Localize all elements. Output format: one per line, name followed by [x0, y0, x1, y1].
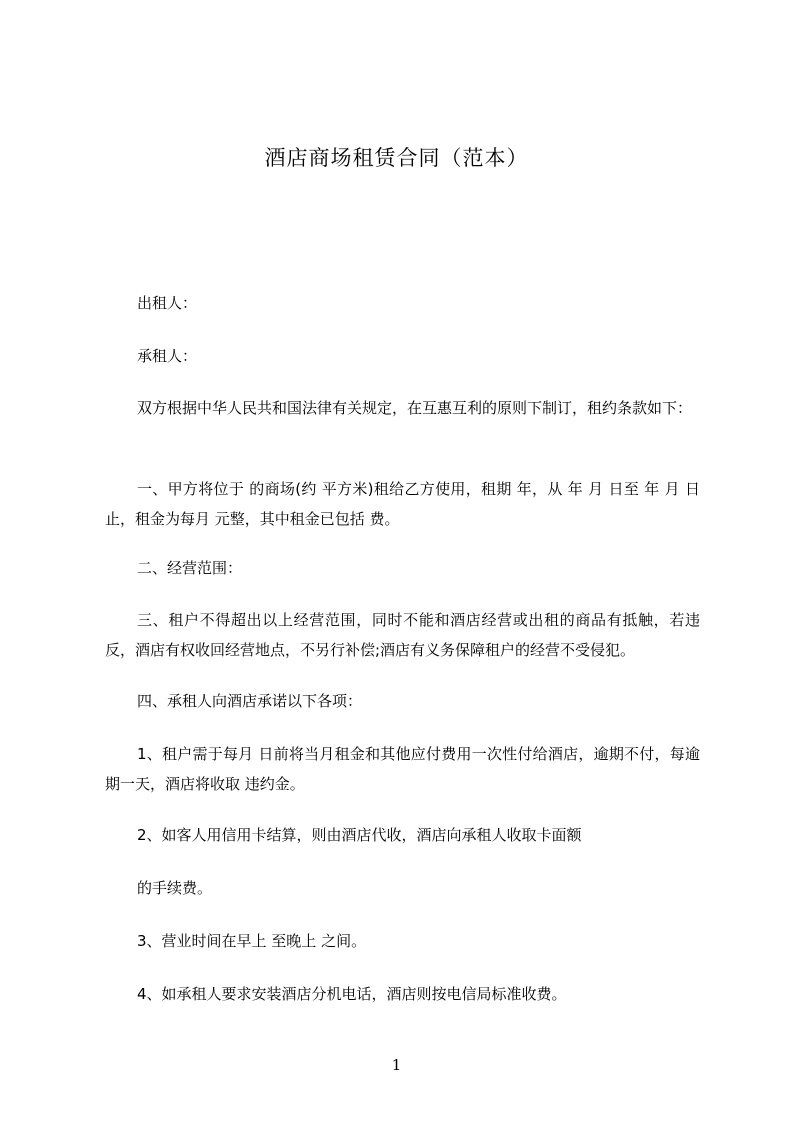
clause-4-item-3: 3、营业时间在早上 至晚上 之间。	[137, 932, 367, 950]
clause-4-item-2-continued: 的手续费。	[137, 879, 213, 897]
clause-3: 三、租户不得超出以上经营范围，同时不能和酒店经营或出租的商品有抵触，若违反，酒店有权收回经营地点，不另行补偿;酒店有义务保障租户的经营不受侵犯。	[105, 611, 700, 659]
clause-4-item-4: 4、如承租人要求安装酒店分机电话，酒店则按电信局标准收费。	[137, 985, 567, 1003]
intro-paragraph: 双方根据中华人民共和国法律有关规定，在互惠互利的原则下制订，租约条款如下：	[137, 399, 693, 417]
page-number: 1	[391, 1056, 402, 1074]
clause-2: 二、经营范围：	[137, 559, 243, 577]
lessee-label: 承租人：	[137, 347, 198, 365]
document-title: 酒店商场租赁合同（范本）	[264, 146, 529, 170]
lessor-label: 出租人：	[137, 294, 198, 312]
clause-4-item-1: 1、租户需于每月 日前将当月租金和其他应付费用一次性付给酒店，逾期不付，每逾期一天，酒店将收取 违约金。	[105, 745, 700, 793]
clause-4: 四、承租人向酒店承诺以下各项：	[137, 692, 363, 710]
clause-1: 一、甲方将位于 的商场(约 平方米)租给乙方使用，租期 年，从 年 月 日至 年 月 日止，租金为每月 元整，其中租金已包括 费。	[105, 480, 700, 528]
clause-4-item-2: 2、如客人用信用卡结算，则由酒店代收，酒店向承租人收取卡面额	[137, 826, 582, 844]
